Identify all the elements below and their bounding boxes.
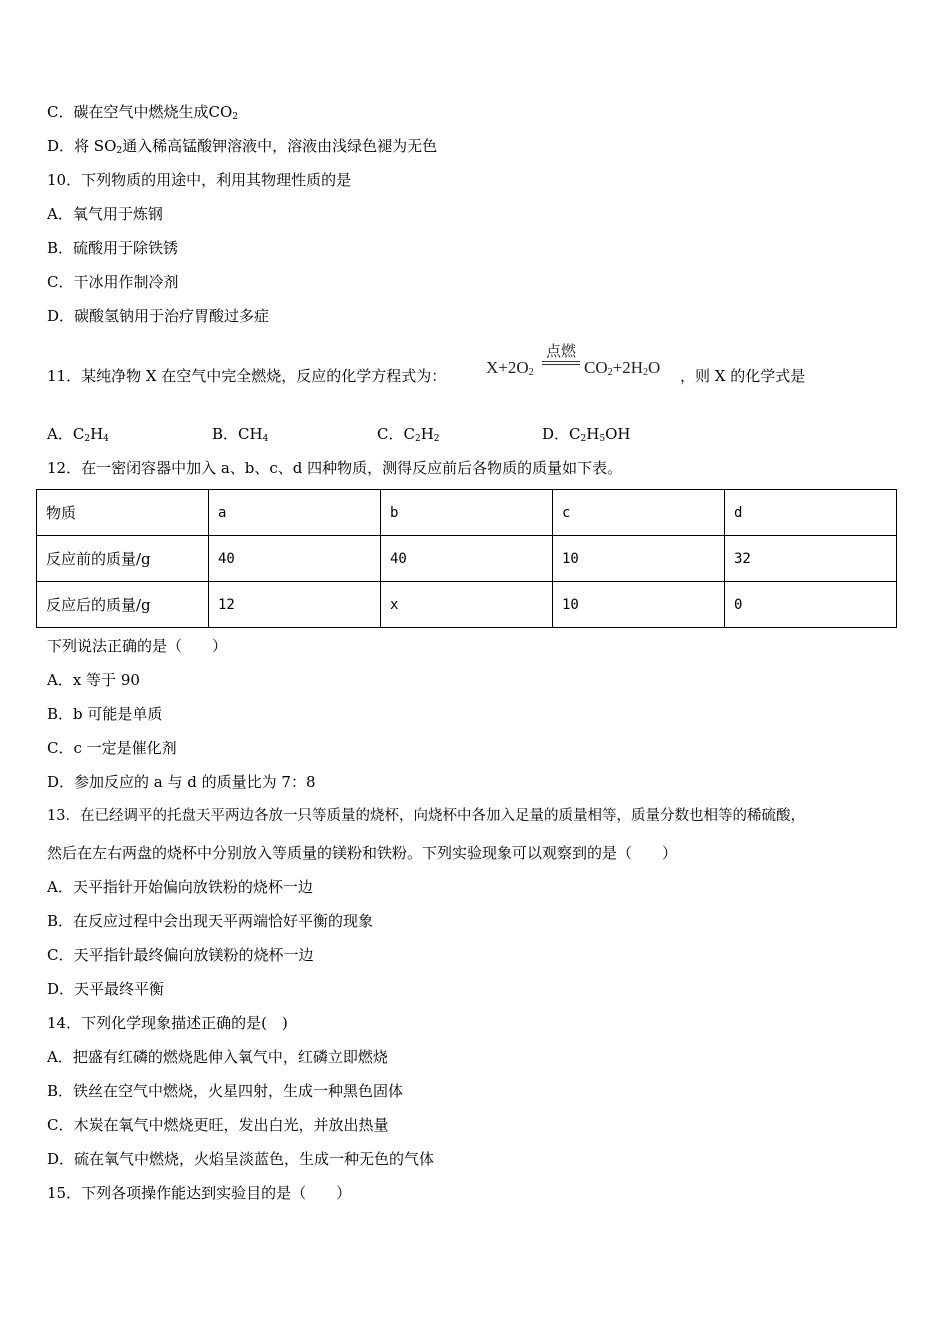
- q12-option-d: D．参加反应的 a 与 d 的质量比为 7：8: [47, 773, 316, 791]
- q10-option-d: D．碳酸氢钠用于治疗胃酸过多症: [47, 307, 270, 325]
- equation-bar: [542, 361, 580, 362]
- q14-option-d: D．硫在氧气中燃烧，火焰呈淡蓝色，生成一种无色的气体: [47, 1150, 435, 1168]
- q12-option-b: B．b 可能是单质: [47, 705, 163, 723]
- q12-stem: 12．在一密闭容器中加入 a、b、c、d 四种物质，测得反应前后各物质的质量如下表。: [47, 459, 623, 477]
- q13-stem-line2: 然后在左右两盘的烧杯中分别放入等质量的镁粉和铁粉。下列实验现象可以观察到的是（ ）: [47, 844, 678, 862]
- chemical-equation: [486, 340, 676, 384]
- q12-option-c: C．c 一定是催化剂: [47, 739, 177, 757]
- q11-stem: 11．某纯净物 X 在空气中完全燃烧，反应的化学方程式为：: [47, 367, 447, 385]
- q13-option-d: D．天平最终平衡: [47, 980, 165, 998]
- table-cell: x: [381, 582, 553, 628]
- q10-option-c: C．干冰用作制冷剂: [47, 273, 179, 291]
- table-cell: 反应后的质量/g: [37, 582, 209, 628]
- q14-option-c: C．木炭在氧气中燃烧更旺，发出白光，并放出热量: [47, 1116, 389, 1134]
- q11-option-a: A．$C_2H_4$: [47, 425, 109, 444]
- table-header-row: [37, 490, 897, 536]
- q13-option-a: A．天平指针开始偏向放铁粉的烧杯一边: [47, 878, 313, 896]
- q14-option-b: B．铁丝在空气中燃烧，火星四射，生成一种黑色固体: [47, 1082, 404, 1100]
- table-cell: 10: [553, 536, 725, 582]
- reaction-condition: 点燃: [546, 344, 577, 360]
- q10-option-b: B．硫酸用于除铁锈: [47, 239, 179, 257]
- q10-stem: 10．下列物质的用途中，利用其物理性质的是: [47, 171, 352, 189]
- q9-option-c: C．碳在空气中燃烧生成$CO_2$: [47, 103, 238, 122]
- table-cell: 40: [209, 536, 381, 582]
- q11-option-c: C．$C_2H_2$: [377, 425, 440, 444]
- table-row: [37, 536, 897, 582]
- table-cell: 32: [725, 536, 897, 582]
- q13-option-c: C．天平指针最终偏向放镁粉的烧杯一边: [47, 946, 314, 964]
- q11-option-d: D．$C_2H_5OH$: [542, 425, 631, 444]
- q9-option-d: D．将 $SO_2$通入稀高锰酸钾溶液中，溶液由浅绿色褪为无色: [47, 137, 438, 156]
- q14-option-a: A．把盛有红磷的燃烧匙伸入氧气中，红磷立即燃烧: [47, 1048, 388, 1066]
- q15-stem: 15．下列各项操作能达到实验目的是（ ）: [47, 1184, 352, 1202]
- mass-table: [36, 489, 897, 628]
- table-cell: d: [725, 490, 897, 536]
- equation-products: $CO_2+2H_2O$: [584, 358, 661, 378]
- q10-option-a: A．氧气用于炼钢: [47, 205, 163, 223]
- q11-stem-tail: ，则 X 的化学式是: [680, 367, 806, 385]
- table-cell: b: [381, 490, 553, 536]
- q12-option-a: A．x 等于 90: [47, 671, 140, 689]
- table-cell: 12: [209, 582, 381, 628]
- equation-bar: [542, 364, 580, 365]
- table-cell: 0: [725, 582, 897, 628]
- table-cell: 40: [381, 536, 553, 582]
- q11-option-b: B．$CH_4$: [212, 425, 269, 444]
- q12-prompt: 下列说法正确的是（ ）: [47, 637, 228, 655]
- q14-stem: 14．下列化学现象描述正确的是( ): [47, 1014, 288, 1032]
- table-cell: 反应前的质量/g: [37, 536, 209, 582]
- table-cell: 物质: [37, 490, 209, 536]
- table-cell: 10: [553, 582, 725, 628]
- equation-reactants: $X+2O_2$: [486, 358, 534, 378]
- table-cell: c: [553, 490, 725, 536]
- q13-option-b: B．在反应过程中会出现天平两端恰好平衡的现象: [47, 912, 374, 930]
- table-cell: a: [209, 490, 381, 536]
- table-row: [37, 582, 897, 628]
- q13-stem-line1: 13．在已经调平的托盘天平两边各放一只等质量的烧杯，向烧杯中各加入足量的质量相等，质量分数也相等的稀硫酸，: [47, 808, 805, 824]
